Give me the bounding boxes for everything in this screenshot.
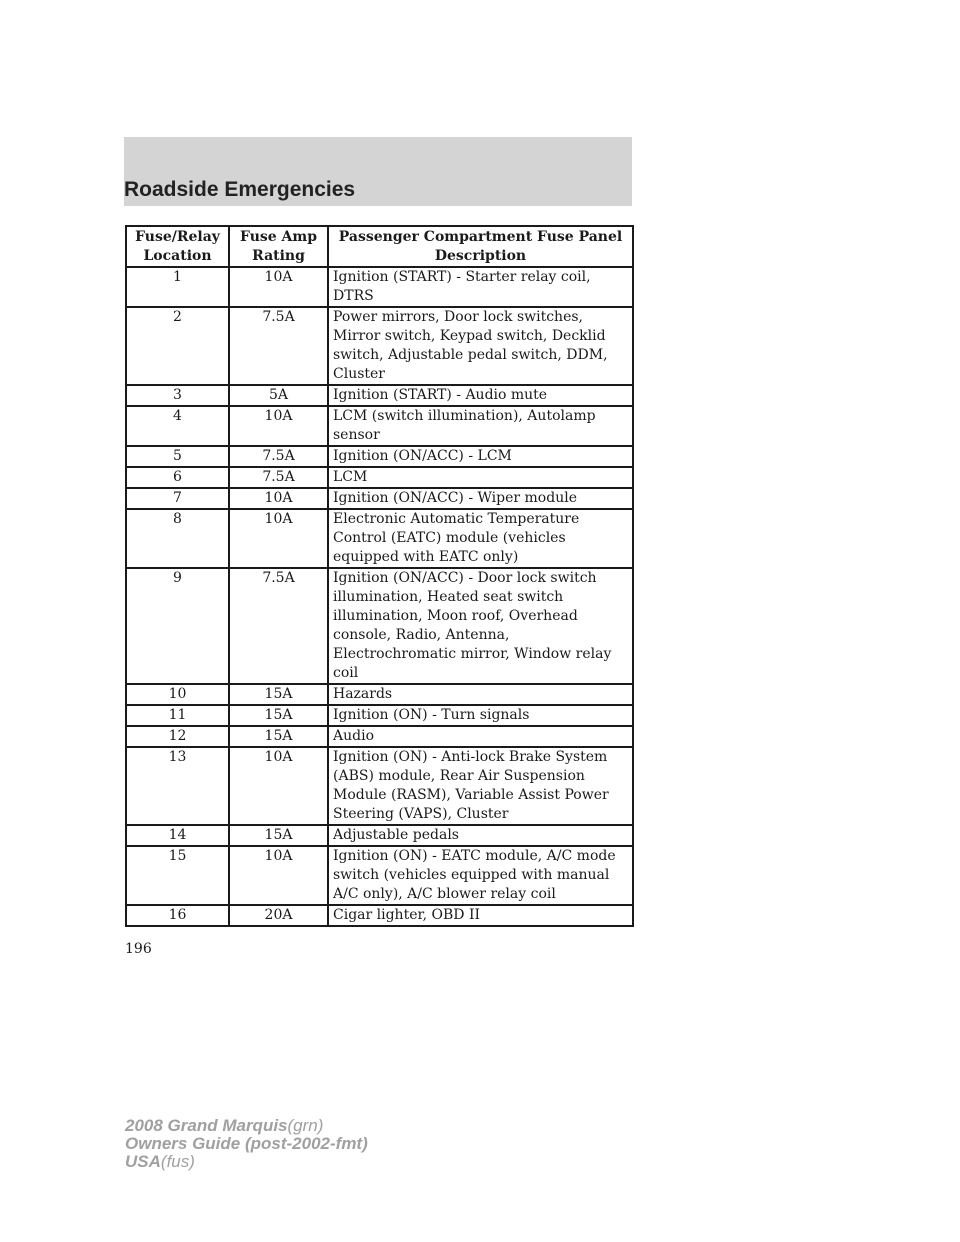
fuse-location: 12 [126,726,229,747]
table-row [126,747,633,825]
footer-market: USA [125,1152,161,1171]
fuse-description: Adjustable pedals [328,825,633,846]
fuse-amp: 10A [229,846,328,905]
fuse-amp: 15A [229,726,328,747]
fuse-amp: 10A [229,267,328,307]
fuse-description: Ignition (ON/ACC) - LCM [328,446,633,467]
fuse-amp: 10A [229,406,328,446]
table-row [126,684,633,705]
fuse-location: 13 [126,747,229,825]
footer-guide: Owners Guide (post-2002-fmt) [125,1134,368,1153]
fuse-description: Ignition (START) - Audio mute [328,385,633,406]
fuse-description: LCM [328,467,633,488]
table-row [126,825,633,846]
table-row [126,488,633,509]
fuse-amp: 20A [229,905,328,926]
fuse-description: Audio [328,726,633,747]
page-number: 196 [125,941,152,957]
table-row [126,467,633,488]
table-row [126,705,633,726]
fuse-location: 16 [126,905,229,926]
fuse-amp: 7.5A [229,568,328,684]
table-header-row [126,226,633,267]
fuse-amp: 10A [229,747,328,825]
fuse-description: Ignition (ON) - Anti-lock Brake System (ABS) module, Rear Air Suspension Module (RASM), Variable Assist Power Steering (VAPS), Cluster [328,747,633,825]
fuse-location: 5 [126,446,229,467]
fuse-amp: 7.5A [229,307,328,385]
fuse-amp: 7.5A [229,467,328,488]
fuse-location: 8 [126,509,229,568]
footer-model-code: (grn) [287,1116,324,1135]
fuse-amp: 7.5A [229,446,328,467]
fuse-location: 15 [126,846,229,905]
fuse-description: LCM (switch illumination), Autolamp sensor [328,406,633,446]
fuse-location: 7 [126,488,229,509]
table-row [126,385,633,406]
fuse-location: 4 [126,406,229,446]
fuse-location: 6 [126,467,229,488]
fuse-amp: 5A [229,385,328,406]
fuse-amp: 15A [229,705,328,726]
fuse-description: Electronic Automatic Temperature Control (EATC) module (vehicles equipped with EATC only) [328,509,633,568]
fuse-description: Hazards [328,684,633,705]
fuse-description: Power mirrors, Door lock switches, Mirror switch, Keypad switch, Decklid switch, Adjustable pedal switch, DDM, Cluster [328,307,633,385]
document-footer [125,1117,368,1171]
fuse-description: Cigar lighter, OBD II [328,905,633,926]
fuse-table [125,225,634,927]
fuse-location: 14 [126,825,229,846]
fuse-location: 10 [126,684,229,705]
table-row [126,905,633,926]
header-fuse-amp-rating: Fuse Amp Rating [229,226,328,267]
table-row [126,307,633,385]
fuse-description: Ignition (ON/ACC) - Wiper module [328,488,633,509]
fuse-description: Ignition (ON) - EATC module, A/C mode switch (vehicles equipped with manual A/C only), A/C blower relay coil [328,846,633,905]
table-row [126,568,633,684]
fuse-description: Ignition (ON/ACC) - Door lock switch illumination, Heated seat switch illumination, Moon roof, Overhead console, Radio, Antenna, Electrochromatic mirror, Window relay coil [328,568,633,684]
section-title: Roadside Emergencies [124,178,356,201]
fuse-amp: 15A [229,684,328,705]
fuse-location: 2 [126,307,229,385]
fuse-location: 3 [126,385,229,406]
fuse-amp: 10A [229,509,328,568]
table-row [126,267,633,307]
fuse-location: 9 [126,568,229,684]
fuse-description: Ignition (START) - Starter relay coil, DTRS [328,267,633,307]
fuse-location: 11 [126,705,229,726]
footer-line-market [125,1153,368,1171]
footer-model: 2008 Grand Marquis [125,1116,288,1135]
table-row [126,446,633,467]
fuse-amp: 10A [229,488,328,509]
table-row [126,726,633,747]
table-row [126,406,633,446]
footer-line-model [125,1117,368,1135]
fuse-description: Ignition (ON) - Turn signals [328,705,633,726]
fuse-location: 1 [126,267,229,307]
fuse-amp: 15A [229,825,328,846]
header-description: Passenger Compartment Fuse Panel Description [328,226,633,267]
footer-market-code: (fus) [160,1152,195,1171]
table-row [126,509,633,568]
table-row [126,846,633,905]
header-fuse-relay-location: Fuse/Relay Location [126,226,229,267]
